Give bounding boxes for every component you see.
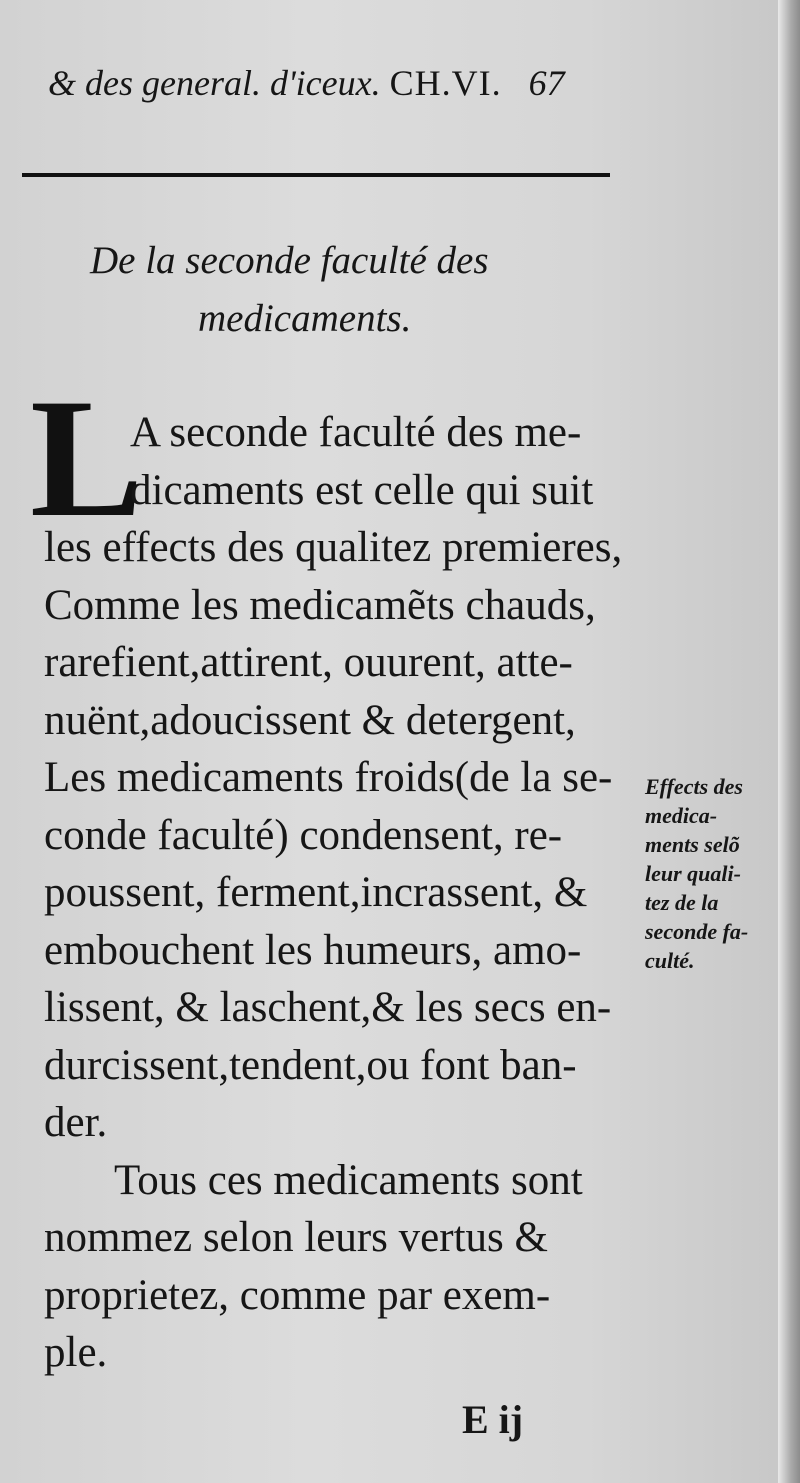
signature-mark: E ij — [462, 1397, 524, 1442]
margin-note-line: seconde fa- — [645, 919, 749, 944]
text-line: Les medicaments froids(de la se- — [44, 754, 613, 801]
margin-note-line: Effects des — [645, 774, 743, 799]
page-edge — [778, 0, 800, 1483]
text-line: durcissent,tendent,ou font ban- — [44, 1041, 577, 1089]
text-line: Tous ces medicaments sont — [114, 1156, 583, 1204]
text-line: proprietez, comme par exem- — [44, 1271, 551, 1319]
text-line: rarefient,attirent, ouurent, atte- — [44, 639, 573, 686]
text-line: poussent, ferment,incrassent, & — [44, 869, 588, 916]
text-line: conde faculté) condensent, re- — [44, 811, 563, 859]
text-line: nuënt,adoucissent & detergent, — [44, 696, 576, 744]
page-number: 67 — [528, 63, 565, 103]
running-head-text: & des general. d'iceux. — [48, 63, 381, 103]
margin-note-line: leur quali- — [645, 861, 741, 886]
text-line: A seconde faculté des me- — [130, 409, 582, 456]
text-line: lissent, & laschent,& les secs en- — [44, 984, 612, 1031]
margin-note-line: ments selõ — [645, 832, 740, 857]
text-line: les effects des qualitez premieres, — [44, 524, 623, 571]
text-line: Comme les medicamẽts chauds, — [44, 581, 596, 629]
running-header — [48, 62, 608, 122]
margin-note-line: medica- — [645, 803, 718, 828]
drop-cap: L — [30, 364, 144, 552]
body-text — [44, 404, 634, 1382]
section-title — [90, 232, 610, 348]
margin-note-line: tez de la — [645, 890, 719, 915]
margin-note — [645, 772, 778, 975]
text-line: embouchent les humeurs, amo- — [44, 926, 582, 974]
text-line: nommez selon leurs vertus & — [44, 1214, 548, 1261]
text-line: dicaments est celle qui suit — [130, 466, 594, 514]
section-title-line2: medicaments. — [198, 297, 412, 340]
text-line: der. — [44, 1099, 108, 1146]
text-line: ple. — [44, 1329, 108, 1376]
margin-note-line: culté. — [645, 948, 695, 973]
chapter-label: CH.VI. — [389, 63, 502, 103]
header-rule — [22, 173, 610, 177]
section-title-line1: De la seconde faculté des — [90, 239, 489, 282]
